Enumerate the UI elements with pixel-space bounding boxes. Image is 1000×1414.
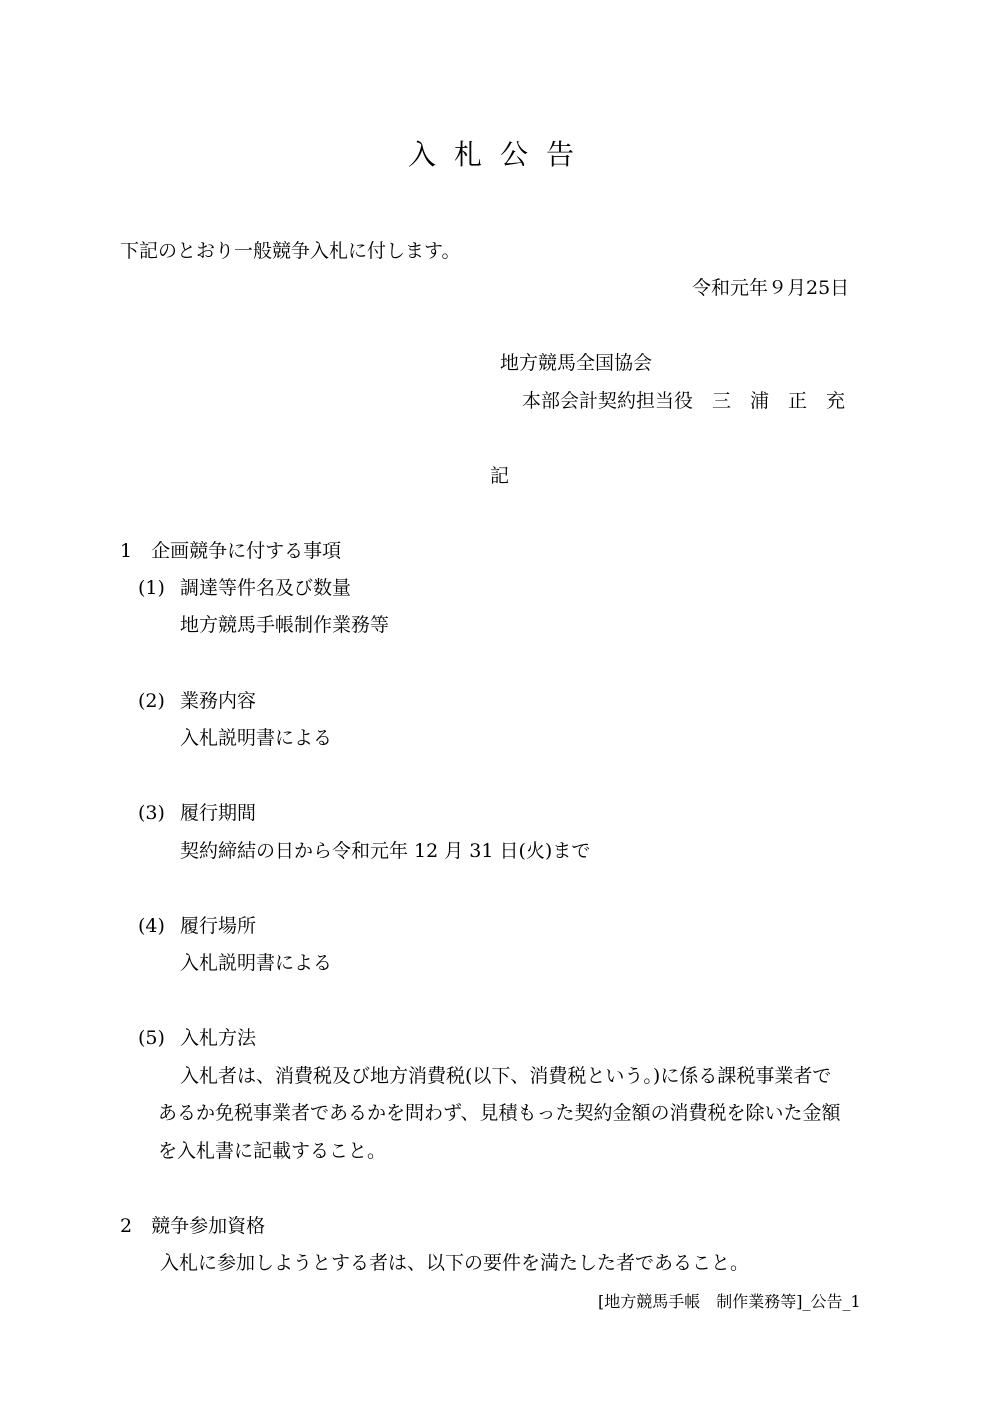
item-5-number: (5) (138, 1027, 165, 1049)
item-5-line-1: 入札者は、消費税及び地方消費税(以下、消費税という。)に係る課税事業者で (180, 1065, 832, 1087)
item-4-content: 入札説明書による (180, 952, 333, 974)
item-1-content: 地方競馬手帳制作業務等 (180, 614, 390, 636)
item-1-number: (1) (138, 577, 165, 599)
issuer-officer: 本部会計契約担当役 三 浦 正 充 (522, 390, 846, 412)
issue-date: 令和元年９月25日 (692, 277, 850, 299)
item-5-line-2: あるか免税事業者であるかを問わず、見積もった契約金額の消費税を除いた金額 (158, 1102, 841, 1124)
item-5-line-3: を入札書に記載すること。 (158, 1140, 387, 1162)
item-2-content: 入札説明書による (180, 727, 333, 749)
item-3-content: 契約締結の日から令和元年 12 月 31 日(火)まで (180, 840, 591, 862)
intro-text: 下記のとおり一般競争入札に付します。 (120, 240, 461, 262)
item-4-number: (4) (138, 915, 165, 937)
page-footer: [地方競馬手帳 制作業務等]_公告_1 (598, 1292, 861, 1311)
section-2-text: 入札に参加しようとする者は、以下の要件を満たした者であること。 (160, 1252, 750, 1274)
item-3-label: 履行期間 (180, 802, 257, 824)
section-1-heading: 1 企画競争に付する事項 (120, 540, 342, 562)
item-5-label: 入札方法 (180, 1027, 257, 1049)
item-4-label: 履行場所 (180, 915, 257, 937)
ki-marker: 記 (490, 465, 510, 487)
item-1-label: 調達等件名及び数量 (180, 577, 352, 599)
item-2-label: 業務内容 (180, 690, 257, 712)
section-2-heading: 2 競争参加資格 (120, 1215, 266, 1237)
item-3-number: (3) (138, 802, 165, 824)
item-2-number: (2) (138, 690, 165, 712)
issuer-organization: 地方競馬全国協会 (500, 352, 653, 374)
page-title: 入札公告 (408, 138, 593, 171)
